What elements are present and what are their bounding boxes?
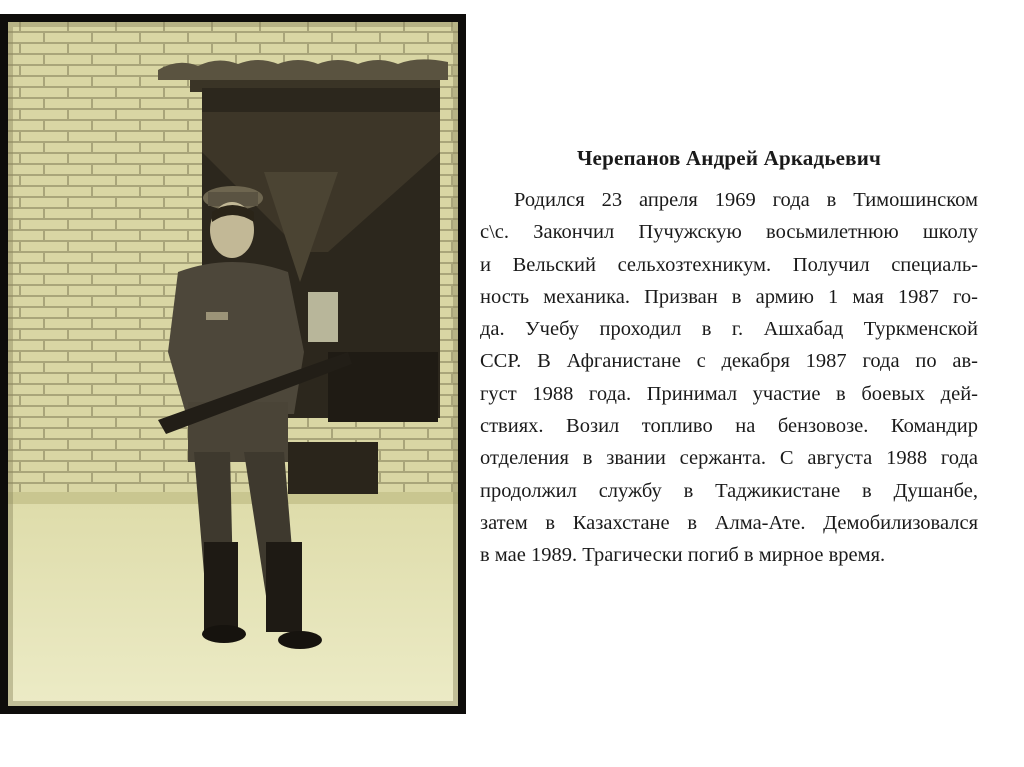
biography-section — [480, 146, 978, 572]
biography-line: затем в Казахстане в Алма-Ате. Демобилизовался — [480, 511, 978, 534]
portrait-photo-frame — [0, 14, 466, 714]
biography-line: отделения в звании сержанта. С августа 1988 года — [480, 447, 978, 470]
biography-line: Родился 23 апреля 1969 года в Тимошинском — [514, 189, 978, 211]
biography-line: ССР. В Афганистане с декабря 1987 года по ав- — [480, 350, 978, 373]
portrait-photo — [8, 22, 458, 706]
biography-line: продолжил службу в Таджикистане в Душанбе, — [480, 479, 978, 502]
biography-line: и Вельский сельхозтехникум. Получил специаль- — [480, 253, 978, 276]
person-name-heading: Черепанов Андрей Аркадьевич — [576, 146, 882, 170]
biography-line: с\с. Закончил Пучужскую восьмилетнюю школу — [480, 221, 978, 244]
biography-line: ность механика. Призван в армию 1 мая 1987 го- — [480, 285, 978, 308]
biography-text — [480, 184, 978, 572]
biography-line: в мае 1989. Трагически погиб в мирное время. — [480, 544, 886, 567]
biography-line: ствиях. Возил топливо на бензовозе. Командир — [480, 415, 978, 438]
biography-line: да. Учебу проходил в г. Ашхабад Туркменской — [480, 318, 978, 341]
biography-line: густ 1988 года. Принимал участие в боевых дей- — [480, 382, 978, 405]
